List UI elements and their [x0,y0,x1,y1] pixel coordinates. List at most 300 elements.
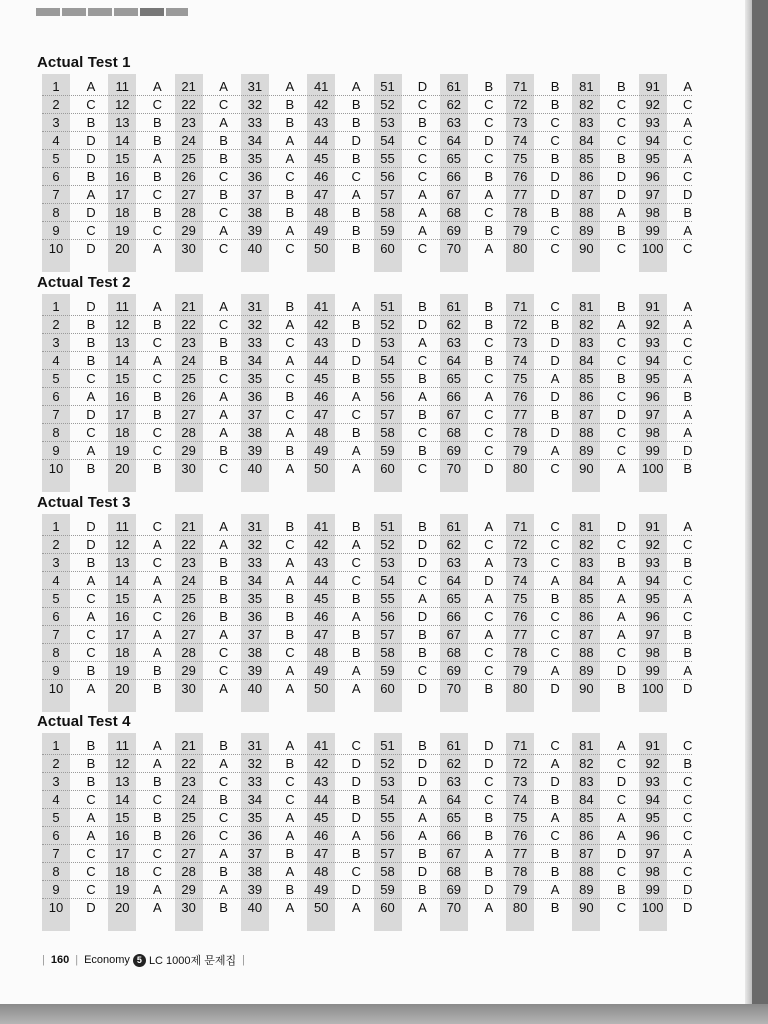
answer-letter: B [418,645,427,660]
answer-letter: A [351,187,361,202]
answer-letter: B [550,407,560,422]
question-number: 37 [247,407,263,422]
question-number: 2 [52,317,60,332]
question-number: 46 [313,828,329,843]
question-number: 91 [645,299,660,314]
answer-letter: A [550,443,560,458]
answer-row [42,186,692,204]
answer-row [42,168,692,186]
question-number: 67 [446,627,462,642]
question-number: 11 [115,79,130,94]
answer-letter: B [152,663,162,678]
question-number: 44 [313,353,329,368]
question-number: 100 [641,461,664,476]
answer-letter: C [616,389,627,404]
answer-letter: D [682,900,693,915]
answer-letter: C [682,738,693,753]
question-number: 11 [115,738,130,753]
answer-letter: D [550,187,560,202]
answer-letter: B [351,115,361,130]
answer-letter: D [417,609,428,624]
answer-letter: C [152,519,162,534]
question-number: 24 [181,573,196,588]
answer-row [42,881,692,899]
question-number: 51 [380,738,395,753]
answer-row [42,424,692,442]
question-number: 30 [181,241,196,256]
question-number: 39 [247,663,263,678]
answer-letter: C [484,443,494,458]
question-number: 83 [579,774,594,789]
answer-letter: D [616,407,627,422]
question-number: 57 [380,846,395,861]
question-number: 70 [446,241,462,256]
volume-badge: 5 [133,954,146,967]
answer-letter: C [550,115,560,130]
answer-letter: A [418,828,427,843]
question-number: 67 [446,407,462,422]
answer-letter: A [285,663,295,678]
answer-letter: C [550,555,560,570]
answer-row [42,626,692,644]
answer-letter: A [484,555,494,570]
question-number: 98 [645,864,660,879]
question-number: 91 [645,79,660,94]
question-number: 46 [313,389,329,404]
answer-letter: B [484,317,494,332]
question-number: 29 [181,882,196,897]
question-number: 55 [380,810,395,825]
answer-letter: D [417,864,428,879]
answer-letter: A [683,425,693,440]
answer-letter: A [484,627,494,642]
answer-letter: A [219,223,228,238]
question-number: 82 [579,317,594,332]
answer-letter: C [86,864,96,879]
answer-letter: A [683,115,693,130]
question-number: 36 [247,169,263,184]
answer-letter: A [617,573,626,588]
question-number: 42 [313,317,329,332]
answer-letter: B [86,555,96,570]
question-number: 28 [181,205,196,220]
answer-letter: D [417,756,428,771]
question-number: 37 [247,187,263,202]
question-number: 64 [446,573,462,588]
question-number: 77 [512,187,528,202]
question-number: 96 [645,389,660,404]
answer-letter: B [285,187,295,202]
question-number: 81 [579,519,594,534]
question-number: 88 [579,425,594,440]
answer-letter: B [617,681,626,696]
answer-letter: A [484,389,494,404]
question-number: 94 [645,792,660,807]
answer-letter: A [86,443,96,458]
answer-letter: B [351,792,361,807]
question-number: 100 [641,681,664,696]
answer-letter: A [219,627,228,642]
question-number: 15 [115,371,130,386]
question-number: 42 [313,756,329,771]
answer-letter: A [285,317,295,332]
answer-letter: B [219,591,228,606]
question-number: 31 [247,299,263,314]
answer-letter: A [683,519,693,534]
answer-letter: A [285,864,295,879]
answer-letter: B [617,371,626,386]
answer-letter: A [285,810,295,825]
question-number: 13 [115,335,130,350]
answer-row [42,644,692,662]
question-number: 91 [645,519,660,534]
answer-letter: C [86,627,96,642]
answer-letter: A [617,591,626,606]
answer-letter: C [86,371,96,386]
question-number: 38 [247,645,263,660]
question-number: 58 [380,425,395,440]
answer-letter: B [86,353,96,368]
answer-letter: C [218,645,229,660]
answer-row [42,755,692,773]
answer-letter: A [351,900,361,915]
test-title: Actual Test 2 [37,274,131,291]
question-number: 97 [645,187,660,202]
answer-letter: A [484,591,494,606]
answer-letter: B [86,317,96,332]
answer-letter: C [285,537,295,552]
question-number: 18 [115,864,130,879]
question-number: 34 [247,792,263,807]
question-number: 63 [446,555,462,570]
question-number: 12 [115,317,130,332]
test-title: Actual Test 1 [37,54,131,71]
question-number: 86 [579,609,594,624]
question-number: 16 [115,389,130,404]
page-number: 160 [50,954,70,966]
question-number: 67 [446,187,462,202]
question-number: 87 [579,407,594,422]
answer-row [42,370,692,388]
question-number: 17 [115,407,130,422]
question-number: 60 [380,241,395,256]
answer-letter: C [417,97,428,112]
answer-letter: A [550,371,560,386]
answer-letter: C [285,241,295,256]
answer-letter: C [550,223,560,238]
answer-row [42,791,692,809]
answer-letter: B [86,774,96,789]
answer-letter: B [550,846,560,861]
answer-letter: A [219,846,228,861]
answer-row [42,96,692,114]
question-number: 62 [446,537,462,552]
answer-letter: A [219,115,228,130]
answer-letter: C [616,241,627,256]
answer-letter: B [285,627,295,642]
question-number: 59 [380,882,395,897]
answer-letter: A [152,900,162,915]
question-number: 26 [181,828,196,843]
answer-letter: B [219,187,228,202]
question-number: 25 [181,810,196,825]
question-number: 82 [579,756,594,771]
question-number: 95 [645,371,660,386]
answer-letter: C [616,792,627,807]
question-number: 95 [645,591,660,606]
question-number: 19 [115,882,130,897]
question-number: 77 [512,627,528,642]
answer-letter: B [550,864,560,879]
answer-letter: A [152,645,162,660]
answer-letter: B [152,828,162,843]
question-number: 96 [645,828,660,843]
question-number: 23 [181,555,196,570]
answer-letter: C [351,407,361,422]
answer-letter: C [682,792,693,807]
answer-row [42,518,692,536]
answer-letter: C [682,864,693,879]
question-number: 25 [181,591,196,606]
answer-letter: B [219,900,228,915]
question-number: 59 [380,663,395,678]
answer-letter: B [484,828,494,843]
answer-letter: D [484,133,494,148]
answer-letter: B [219,443,228,458]
answer-letter: D [86,241,96,256]
answer-letter: C [152,335,162,350]
answer-letter: D [682,187,693,202]
answer-letter: B [152,317,162,332]
question-number: 60 [380,461,395,476]
answer-letter: B [351,241,361,256]
answer-letter: B [617,555,626,570]
question-number: 12 [115,97,130,112]
answer-letter: C [86,882,96,897]
question-number: 15 [115,810,130,825]
answer-letter: A [683,299,693,314]
answer-letter: C [152,443,162,458]
answer-letter: A [484,846,494,861]
answer-letter: D [616,846,627,861]
answer-letter: B [351,591,361,606]
answer-letter: D [417,774,428,789]
question-number: 5 [52,371,60,386]
question-number: 90 [579,900,594,915]
question-number: 73 [512,335,528,350]
answer-letter: A [285,555,295,570]
question-number: 44 [313,133,329,148]
question-number: 16 [115,169,130,184]
answer-letter: C [218,97,229,112]
question-number: 57 [380,187,395,202]
question-number: 93 [645,774,660,789]
question-number: 17 [115,187,130,202]
answer-letter: B [617,882,626,897]
answer-letter: B [219,573,228,588]
answer-letter: B [152,389,162,404]
answer-letter: B [351,645,361,660]
question-number: 66 [446,169,462,184]
answer-letter: B [351,371,361,386]
answer-letter: B [285,591,295,606]
answer-letter: C [417,573,428,588]
question-number: 86 [579,389,594,404]
answer-letter: C [218,828,229,843]
answer-letter: D [484,461,494,476]
answer-letter: D [351,756,361,771]
answer-row [42,78,692,96]
series-name: LC 1000제 문제집 [148,955,237,967]
answer-letter: B [219,738,228,753]
question-number: 17 [115,846,130,861]
question-number: 45 [313,810,329,825]
answer-letter: A [86,681,96,696]
answer-letter: C [218,169,229,184]
question-number: 19 [115,663,130,678]
question-number: 20 [115,461,130,476]
answer-letter: A [285,353,295,368]
question-number: 87 [579,627,594,642]
question-number: 84 [579,133,594,148]
question-number: 13 [115,774,130,789]
answer-letter: A [351,609,361,624]
question-number: 84 [579,792,594,807]
answer-letter: B [418,407,427,422]
question-number: 73 [512,774,528,789]
answer-letter: A [418,335,427,350]
answer-letter: B [550,591,560,606]
answer-letter: A [219,299,228,314]
question-number: 49 [313,223,329,238]
answer-letter: C [86,223,96,238]
answer-letter: A [351,461,361,476]
answer-letter: A [683,151,693,166]
answer-row [42,590,692,608]
question-number: 65 [446,810,462,825]
question-number: 12 [115,756,130,771]
question-number: 92 [645,97,660,112]
question-number: 93 [645,555,660,570]
question-number: 86 [579,169,594,184]
question-number: 53 [380,335,395,350]
question-number: 79 [512,882,528,897]
answer-letter: B [152,115,162,130]
question-number: 85 [579,591,594,606]
answer-letter: C [616,443,627,458]
answer-letter: C [682,335,693,350]
question-number: 24 [181,792,196,807]
question-number: 66 [446,389,462,404]
question-number: 88 [579,864,594,879]
question-number: 76 [512,169,528,184]
question-number: 38 [247,425,263,440]
question-number: 47 [313,627,329,642]
answer-letter: A [285,461,295,476]
question-number: 16 [115,828,130,843]
answer-letter: B [418,846,427,861]
question-number: 53 [380,115,395,130]
question-number: 99 [645,223,660,238]
answer-letter: D [86,205,96,220]
question-number: 89 [579,223,594,238]
question-number: 36 [247,609,263,624]
answer-letter: B [285,846,295,861]
question-number: 45 [313,371,329,386]
answer-letter: B [418,299,427,314]
question-number: 48 [313,205,329,220]
question-number: 1 [52,299,60,314]
answer-letter: C [616,864,627,879]
answer-letter: C [550,133,560,148]
question-number: 8 [52,645,60,660]
question-number: 33 [247,774,263,789]
question-number: 2 [52,537,60,552]
answer-letter: B [86,738,96,753]
question-number: 97 [645,846,660,861]
answer-letter: A [219,882,228,897]
question-number: 85 [579,151,594,166]
question-number: 30 [181,681,196,696]
answer-letter: A [285,133,295,148]
question-number: 94 [645,353,660,368]
question-number: 27 [181,187,196,202]
question-number: 21 [181,79,196,94]
answer-letter: B [617,223,626,238]
answer-letter: C [616,900,627,915]
question-number: 48 [313,645,329,660]
question-number: 33 [247,555,263,570]
question-number: 50 [313,681,329,696]
question-number: 70 [446,681,462,696]
answer-letter: C [417,241,428,256]
question-number: 13 [115,555,130,570]
question-number: 76 [512,609,528,624]
question-number: 22 [181,97,196,112]
answer-letter: A [351,663,361,678]
question-number: 78 [512,425,528,440]
answer-letter: A [617,609,626,624]
question-number: 77 [512,846,528,861]
question-number: 32 [247,537,263,552]
answer-letter: C [86,425,96,440]
question-number: 91 [645,738,660,753]
question-number: 21 [181,299,196,314]
answer-letter: A [484,519,494,534]
answer-letter: C [86,97,96,112]
answer-letter: C [484,335,494,350]
answer-letter: A [86,573,96,588]
question-number: 42 [313,537,329,552]
question-number: 51 [380,79,395,94]
answer-letter: A [351,537,361,552]
answer-letter: A [219,425,228,440]
answer-letter: B [550,900,560,915]
answer-letter: A [285,79,295,94]
answer-letter: C [152,97,162,112]
answer-letter: C [417,425,428,440]
question-number: 31 [247,79,263,94]
question-number: 74 [512,573,528,588]
answer-letter: B [351,627,361,642]
question-number: 48 [313,864,329,879]
question-number: 41 [313,79,329,94]
answer-letter: B [418,443,427,458]
answer-letter: D [86,537,96,552]
answer-letter: B [351,519,361,534]
answer-letter: C [484,663,494,678]
answer-letter: C [484,774,494,789]
